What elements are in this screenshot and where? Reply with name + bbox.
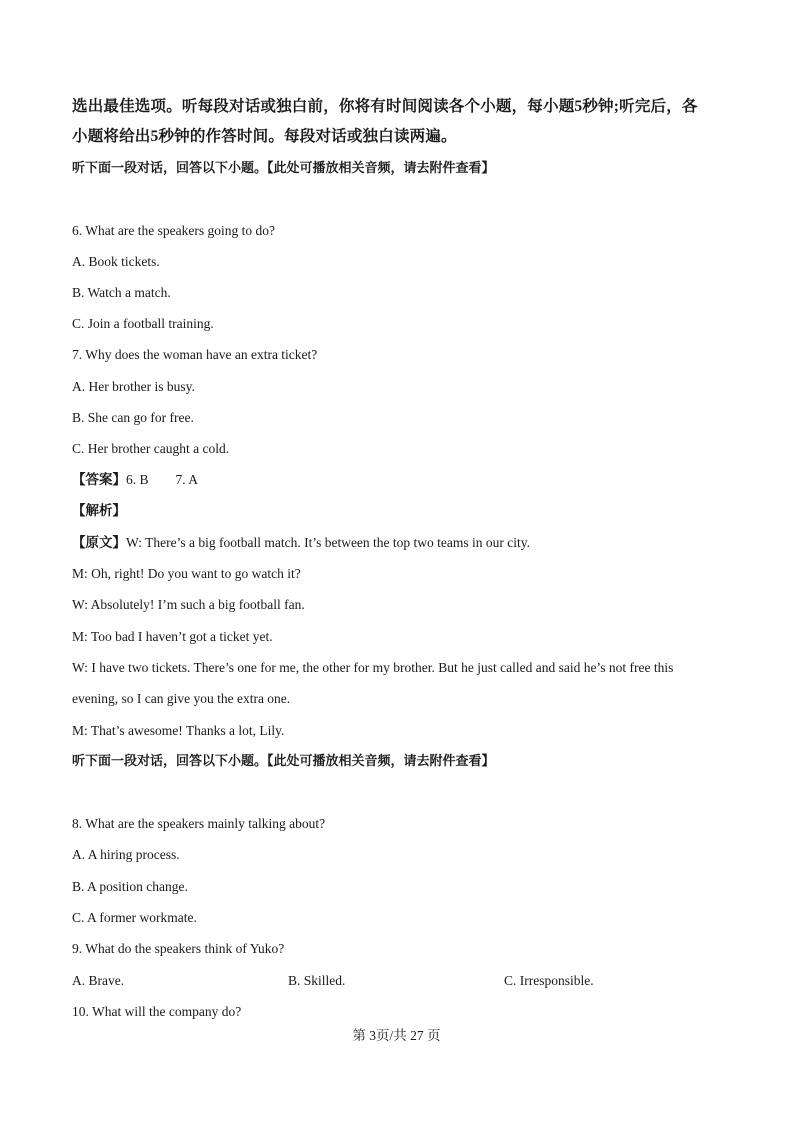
answer-tag: 【答案】 (72, 472, 126, 487)
question-9-option-b: B. Skilled. (288, 973, 346, 988)
question-9-option-a: A. Brave. (72, 973, 125, 988)
question-6-stem: 6. What are the speakers going to do? (72, 223, 275, 238)
transcript-line-4: M: Too bad I haven’t got a ticket yet. (72, 629, 273, 644)
analysis-tag: 【解析】 (72, 503, 126, 518)
question-7-option-a: A. Her brother is busy. (72, 379, 195, 394)
question-7-option-b: B. She can go for free. (72, 410, 194, 425)
transcript-line-2: M: Oh, right! Do you want to go watch it? (72, 566, 301, 581)
question-8-stem: 8. What are the speakers mainly talking about? (72, 816, 326, 831)
page-number-footer: 第 3页/共 27 页 (352, 1028, 441, 1043)
question-8-option-c: C. A former workmate. (72, 910, 197, 925)
transcript-line-1 (72, 534, 530, 552)
question-9-option-c: C. Irresponsible. (504, 973, 594, 988)
transcript-line-6: evening, so I can give you the extra one. (72, 691, 291, 706)
question-10-stem: 10. What will the company do? (72, 1004, 242, 1019)
answer-line (72, 471, 198, 489)
intro-line-2: 小题将给出5秒钟的作答时间。每段对话或独白读两遍。 (72, 128, 457, 145)
question-6-option-b: B. Watch a match. (72, 285, 171, 300)
listening-instruction-2: 听下面一段对话，回答以下小题。【此处可播放相关音频，请去附件查看】 (72, 753, 495, 768)
question-6-option-c: C. Join a football training. (72, 316, 214, 331)
transcript-line-5: W: I have two tickets. There’s one for me, the other for my brother. But he just called and said he’s not free this (72, 660, 674, 675)
transcript-line-3: W: Absolutely! I’m such a big football fan. (72, 597, 305, 612)
transcript-tag: 【原文】 (72, 535, 126, 550)
question-6-option-a: A. Book tickets. (72, 254, 160, 269)
question-7-option-c: C. Her brother caught a cold. (72, 441, 230, 456)
intro-line-1: 选出最佳选项。听每段对话或独白前，你将有时间阅读各个小题，每小题5秒钟;听完后，各 (72, 98, 698, 115)
question-7-stem: 7. Why does the woman have an extra ticket? (72, 347, 318, 362)
question-8-option-b: B. A position change. (72, 879, 188, 894)
transcript-line-7: M: That’s awesome! Thanks a lot, Lily. (72, 723, 285, 738)
question-8-option-a: A. A hiring process. (72, 847, 180, 862)
listening-instruction-1: 听下面一段对话，回答以下小题。【此处可播放相关音频，请去附件查看】 (72, 160, 495, 175)
question-9-stem: 9. What do the speakers think of Yuko? (72, 941, 285, 956)
transcript-text-1: W: There’s a big football match. It’s between the top two teams in our city. (126, 535, 531, 550)
answer-text: 6. B 7. A (126, 472, 199, 487)
